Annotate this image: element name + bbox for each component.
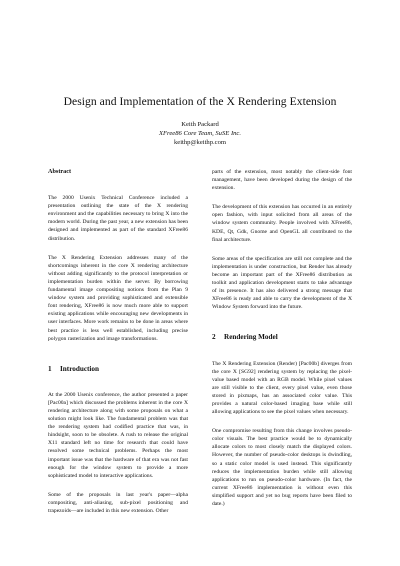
introduction-paragraph: The development of this extension has occurred in an entirely open fashion, with input solicited from all areas of the window system community. People involved with XFree86, KDE, Qt, Gdk, Gnome and OpenGL all contributed to the final architecture. [212, 204, 352, 243]
paper-title: Design and Implementation of the X Rendering Extension [63, 95, 337, 108]
right-column [212, 168, 352, 519]
introduction-paragraph: Some of the proposals in last year's paper—alpha compositing, anti-aliasing, sub-pixel positioning and trapezoids—are included in this new extension. Other [48, 491, 188, 514]
section-heading-introduction [48, 365, 188, 373]
section-number: 2 [212, 333, 216, 342]
abstract-paragraph: The 2000 Usenix Technical Conference included a presentation outlining the state of the X rendering environment and the capabilities necessary to bring X into the modern world. During the past year, a new extension has been designed and implemented as part of the standard XFree86 distribution. [48, 195, 188, 242]
introduction-paragraph: parts of the extension, most notably the client-side font management, have been developed during the design of the extension. [212, 169, 352, 192]
abstract-paragraph: The X Rendering Extension addresses many of the shortcomings inherent in the core X rendering architecture without adding significantly to the protocol interpretation or implementation burden within the server. By borrowing fundamental image compositing notions from the Plan 9 window system and providing sophisticated and extensible font rendering, XFree86 is now much more able to support existing applications while encouraging new developments in user interfaces. More work remains to be done in areas where best practice is less well established, including precise polygon rasterization and image transformations. [48, 254, 188, 342]
section-heading-rendering-model [212, 333, 352, 341]
left-column [48, 168, 188, 526]
section-title: Introduction [60, 364, 100, 373]
introduction-paragraph: Some areas of the specification are still not complete and the implementation is under construction, but Render has already become an important part of the XFree86 distribution as toolkit and application development starts to take advantage of its presence. It has also delivered a strong message that XFree86 is ready and able to carry the development of the X Window System forward into the future. [212, 255, 352, 311]
rendering-model-paragraph: One compromise resulting from this change involves pseudo-color visuals. The best practice would be to dynamically allocate colors to most closely match the displayed colors. However, the number of pseudo-color desktops is dwindling, so a static color model is used instead. This significantly reduces the implementation burden while still allowing applications to run on pseudo-color hardware. (In fact, the current XFree86 implementation is without even this simplified support and yet no bug reports have been filed to date.) [212, 428, 352, 507]
rendering-model-paragraph: The X Rendering Extension (Render) [Pac00b] diverges from the core X [SG92] rendering system by replacing the pixel-value based model with an RGB model. While pixel values are still visible to the client, every pixel value, even those stored in pixmaps, has an associated color value. This provides a natural color-based imaging base while still allowing applications to see the pixel values when necessary. [212, 360, 352, 416]
author-name: Keith Packard [181, 121, 219, 128]
author-affiliation: XFree86 Core Team, SuSE Inc. [158, 130, 242, 137]
abstract-heading: Abstract [48, 168, 72, 175]
section-number: 1 [48, 364, 52, 373]
section-title: Rendering Model [224, 333, 278, 342]
introduction-paragraph: At the 2000 Usenix conference, the author presented a paper [Pac00a] which discussed the problems inherent in the core X rendering architecture along with some proposals on what a solution might look like. The fundamental problem was that the rendering system had codified practice that was, in hindsight, soon to be obsolete. A rush to release the original X11 standard left no time for research that could have resolved some technical problems. Perhaps the most important issue was that the hardware of that era was not fast enough for the window system to provide a more sophisticated model to interactive applications. [48, 391, 188, 479]
author-email[interactable]: keithp@keithp.com [173, 139, 227, 146]
